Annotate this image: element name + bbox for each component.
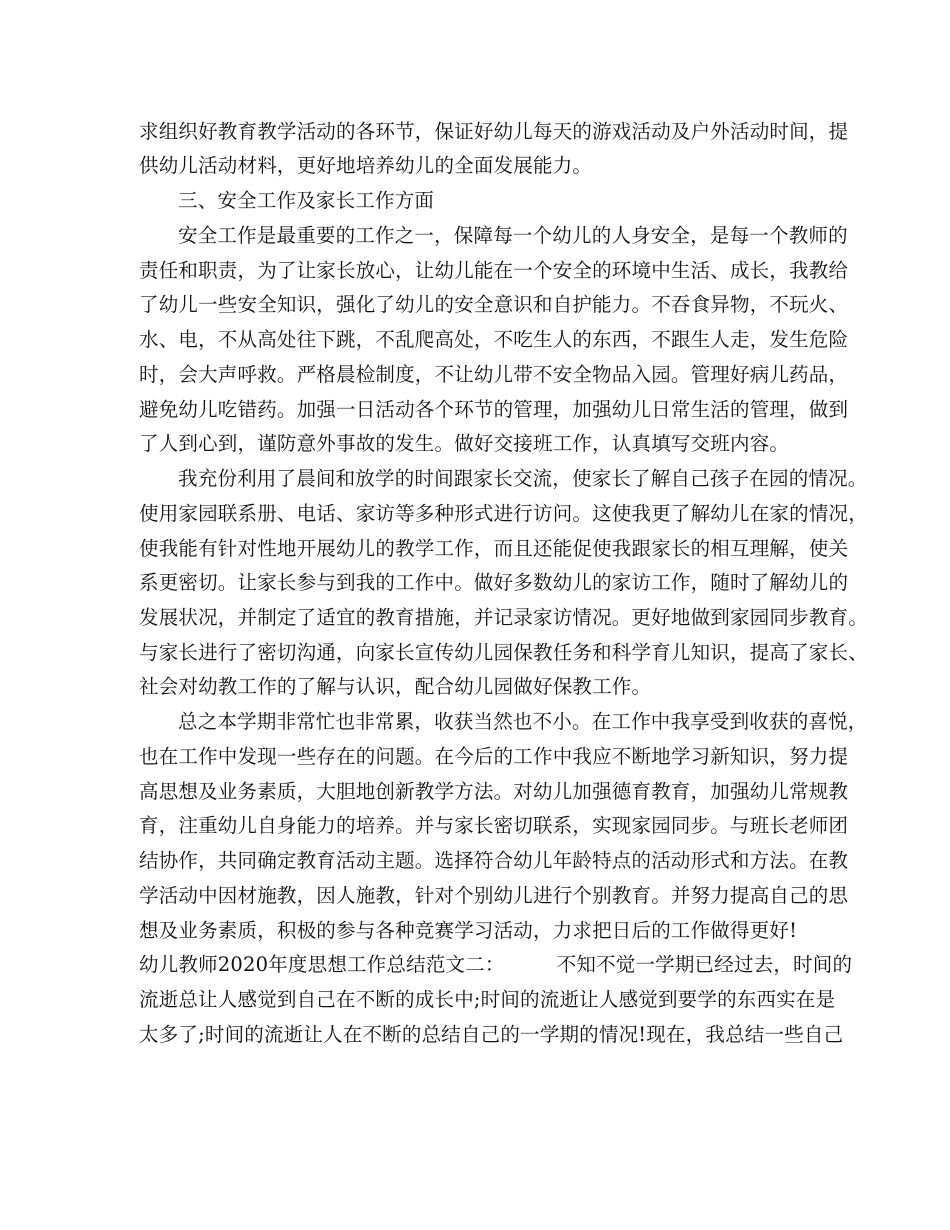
text-line: 发展状况，并制定了适宜的教育措施，并记录家访情况。更好地做到家园同步教育。 (139, 606, 868, 629)
article-subtitle: 幼儿教师2020年度思想工作总结范文二： (139, 953, 505, 976)
text-line: 社会对幼教工作的了解与认识，配合幼儿园做好保教工作。 (139, 675, 652, 698)
text-line: 避免幼儿吃错药。加强一日活动各个环节的管理，加强幼儿日常生活的管理，做到 (139, 398, 849, 421)
section-heading: 三、安全工作及家长工作方面 (178, 189, 435, 212)
paragraph-start: 安全工作是最重要的工作之一，保障每一个幼儿的人身安全，是每一个教师的 (178, 224, 848, 247)
text-line: 责任和职责，为了让家长放心，让幼儿能在一个安全的环境中生活、成长，我教给 (139, 259, 849, 282)
text-line: 了人到心到，谨防意外事故的发生。做好交接班工作，认真填写交班内容。 (139, 432, 790, 455)
text-line: 了幼儿一些安全知识，强化了幼儿的安全意识和自护能力。不吞食异物，不玩火、 (139, 293, 849, 316)
text-line: 也在工作中发现一些存在的问题。在今后的工作中我应不断地学习新知识，努力提 (139, 745, 849, 768)
text-line: 结协作，共同确定教育活动主题。选择符合幼儿年龄特点的活动形式和方法。在教 (139, 849, 849, 872)
article-intro: 不知不觉一学期已经过去，时间的 (556, 953, 853, 976)
text-line: 高思想及业务素质，大胆地创新教学方法。对幼儿加强德育教育，加强幼儿常规教 (139, 780, 849, 803)
text-line: 系更密切。让家长参与到我的工作中。做好多数幼儿的家访工作，随时了解幼儿的 (139, 571, 849, 594)
text-line: 太多了;时间的流逝让人在不断的总结自己的一学期的情况!现在，我总结一些自己 (139, 1023, 844, 1046)
text-line: 使我能有针对性地开展幼儿的教学工作，而且还能促使我跟家长的相互理解，使关 (139, 537, 849, 560)
text-line: 使用家园联系册、电话、家访等多种形式进行访问。这使我更了解幼儿在家的情况， (139, 502, 868, 525)
text-line: 流逝总让人感觉到自己在不断的成长中;时间的流逝让人感觉到要学的东西实在是 (139, 988, 836, 1011)
text-line: 育，注重幼儿自身能力的培养。并与家长密切联系，实现家园同步。与班长老师团 (139, 814, 849, 837)
paragraph-start: 我充份利用了晨间和放学的时间跟家长交流，使家长了解自己孩子在园的情况。 (178, 467, 868, 490)
heading-line (139, 950, 853, 980)
paragraph-start: 总之本学期非常忙也非常累，收获当然也不小。在工作中我享受到收获的喜悦， (178, 710, 868, 733)
text-line: 供幼儿活动材料，更好地培养幼儿的全面发展能力。 (139, 154, 593, 177)
text-line: 与家长进行了密切沟通，向家长宣传幼儿园保教任务和科学育儿知识，提高了家长、 (139, 641, 868, 664)
text-line: 想及业务素质，积极的参与各种竞赛学习活动，力求把日后的工作做得更好! (139, 919, 798, 942)
text-line: 求组织好教育教学活动的各环节，保证好幼儿每天的游戏活动及户外活动时间，提 (139, 120, 849, 143)
text-line: 学活动中因材施教，因人施教，针对个别幼儿进行个别教育。并努力提高自己的思 (139, 884, 849, 907)
text-line: 时，会大声呼救。严格晨检制度，不让幼儿带不安全物品入园。管理好病儿药品， (139, 363, 849, 386)
text-line: 水、电，不从高处往下跳，不乱爬高处，不吃生人的东西，不跟生人走，发生危险 (139, 328, 849, 351)
